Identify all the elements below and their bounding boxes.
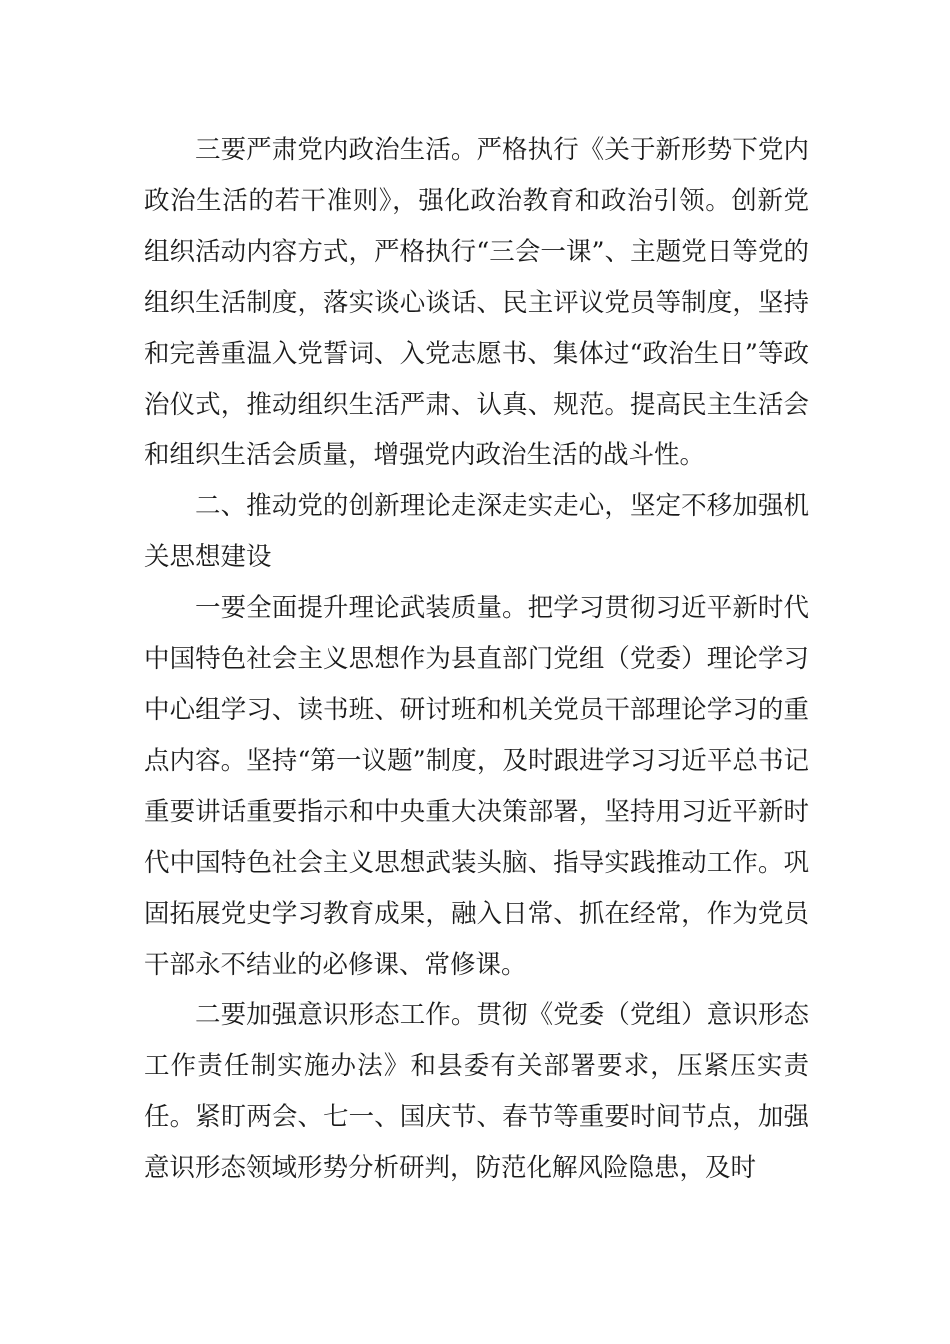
section-heading-theory: 二、推动党的创新理论走深走实走心，坚定不移加强机关思想建设 <box>144 491 809 573</box>
paragraph-ideology-work: 二要加强意识形态工作。贯彻《党委（党组）意识形态工作责任制实施办法》和县委有关部署要求，压紧压实责任。紧盯两会、七一、国庆节、春节等重要时间节点，加强意识形态领域形势分析研判，防范化解风险隐患，及时 <box>144 1000 809 1184</box>
paragraph-strict-party-life: 三要严肃党内政治生活。严格执行《关于新形势下党内政治生活的若干准则》，强化政治教育和政治引领。创新党组织活动内容方式，严格执行“三会一课”、主题党日等党的组织生活制度，落实谈心谈话、民主评议党员等制度，坚持和完善重温入党誓词、入党志愿书、集体过“政治生日”等政治仪式，推动组织生活严肃、认真、规范。提高民主生活会和组织生活会质量，增强党内政治生活的战斗性。 <box>144 135 809 471</box>
paragraph-theory-armament: 一要全面提升理论武装质量。把学习贯彻习近平新时代中国特色社会主义思想作为县直部门党组（党委）理论学习中心组学习、读书班、研讨班和机关党员干部理论学习的重点内容。坚持“第一议题”制度，及时跟进学习习近平总书记重要讲话重要指示和中央重大决策部署，坚持用习近平新时代中国特色社会主义思想武装头脑、指导实践推动工作。巩固拓展党史学习教育成果，融入日常、抓在经常，作为党员干部永不结业的必修课、常修课。 <box>144 593 809 980</box>
document-body <box>144 125 809 1194</box>
